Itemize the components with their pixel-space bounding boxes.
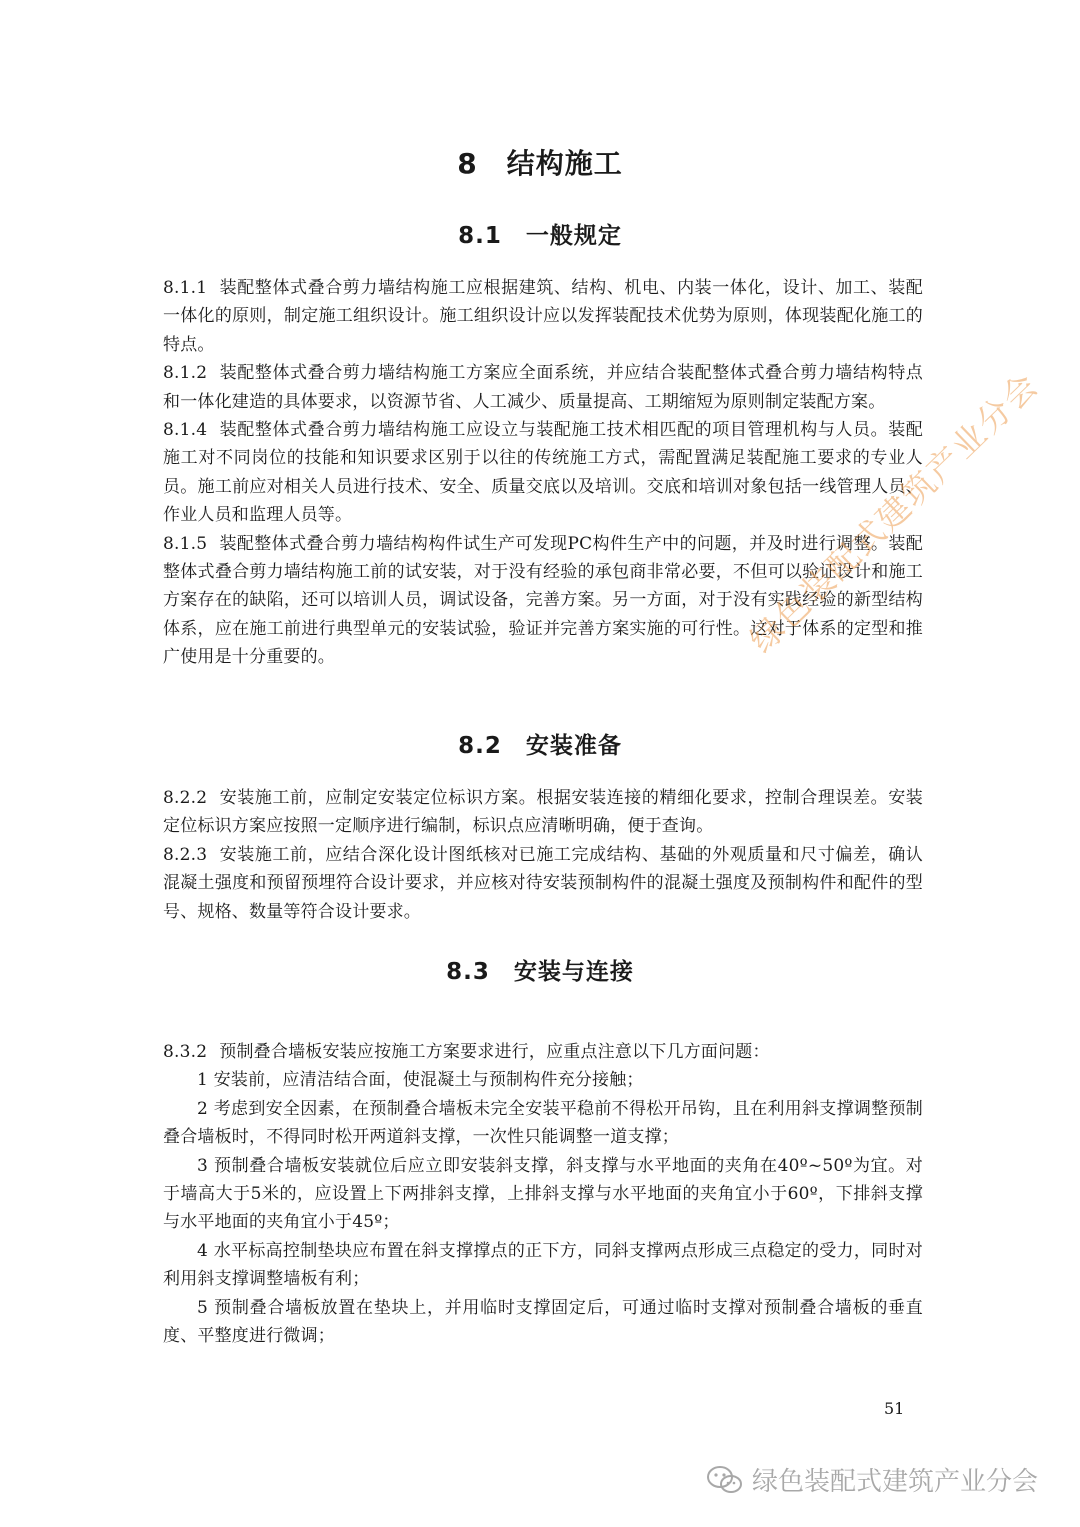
list-item-5: 5 预制叠合墙板放置在垫块上，并用临时支撑固定后，可通过临时支撑对预制叠合墙板的垂直度、平整度进行微调； (163, 1297, 923, 1347)
page-number: 51 (884, 1399, 905, 1418)
footer-watermark-text: 绿色装配式建筑产业分会 (752, 1467, 1039, 1497)
clause-8-2-3 (163, 841, 923, 926)
section-title-8-2: 8.2 安装准备 (458, 733, 622, 759)
clause-8-1-2 (163, 359, 923, 416)
list-item-4: 4 水平标高控制垫块应布置在斜支撑撑点的正下方，同斜支撑两点形成三点稳定的受力，同时对利用斜支撑调整墙板有利； (163, 1240, 923, 1290)
wechat-icon (706, 1465, 744, 1495)
clause-8-2-2 (163, 784, 923, 841)
footer-watermark (706, 1461, 1038, 1498)
clause-number: 8.2.3 (163, 844, 208, 865)
section-title-8-3: 8.3 安装与连接 (446, 959, 634, 985)
clause-number: 8.1.1 (163, 278, 208, 298)
clause-number: 8.1.2 (163, 363, 208, 384)
clause-text: 预制叠合墙板安装应按施工方案要求进行，应重点注意以下几方面问题： (219, 1042, 770, 1062)
chapter-title: 8 结构施工 (457, 147, 623, 180)
list-item-3: 3 预制叠合墙板安装就位后应立即安装斜支撑，斜支撑与水平地面的夹角在40º~50º为宜。对于墙高大于5米的，应设置上下两排斜支撑，上排斜支撑与水平地面的夹角宜小于60º，下排斜支撑与水平地面的夹角宜小于45º； (163, 1155, 923, 1233)
clause-8-1-1 (163, 274, 923, 359)
section-body-8-2 (163, 784, 923, 926)
section-body-8-3 (163, 1038, 923, 1350)
clause-number: 8.2.2 (163, 788, 208, 808)
clause-8-3-2 (163, 1038, 923, 1066)
clause-text: 装配整体式叠合剪力墙结构构件试生产可发现PC构件生产中的问题，并及时进行调整。装配整体式叠合剪力墙结构施工前的试安装，对于没有经验的承包商非常必要，不但可以验证设计和施工方案存在的缺陷，还可以培训人员，调试设备，完善方案。另一方面，对于没有实践经验的新型结构体系，应在施工前进行典型单元的安装试验，验证并完善方案实施的可行性。这对于体系的定型和推广使用是十分重要的。 (163, 533, 923, 668)
section-title-8-1: 8.1 一般规定 (458, 223, 622, 249)
clause-text: 安装施工前，应结合深化设计图纸核对已施工完成结构、基础的外观质量和尺寸偏差，确认混凝土强度和预留预埋符合设计要求，并应核对待安装预制构件的混凝土强度及预制构件和配件的型号、规格、数量等符合设计要求。 (163, 844, 923, 922)
clause-text: 装配整体式叠合剪力墙结构施工应根据建筑、结构、机电、内装一体化，设计、加工、装配一体化的原则，制定施工组织设计。施工组织设计应以发挥装配技术优势为原则，体现装配化施工的特点。 (163, 278, 923, 355)
list-item-2: 2 考虑到安全因素，在预制叠合墙板未完全安装平稳前不得松开吊钩，且在利用斜支撑调整预制叠合墙板时，不得同时松开两道斜支撑，一次性只能调整一道支撑； (163, 1098, 923, 1148)
clause-text: 安装施工前，应制定安装定位标识方案。根据安装连接的精细化要求，控制合理误差。安装定位标识方案应按照一定顺序进行编制，标识点应清晰明确，便于查询。 (163, 788, 923, 837)
clause-number: 8.3.2 (163, 1042, 208, 1062)
clause-text: 装配整体式叠合剪力墙结构施工应设立与装配施工技术相匹配的项目管理机构与人员。装配施工对不同岗位的技能和知识要求区别于以往的传统施工方式，需配置满足装配施工要求的专业人员。施工前应对相关人员进行技术、安全、质量交底以及培训。交底和培训对象包括一线管理人员、作业人员和监理人员等。 (163, 420, 923, 526)
clause-text: 装配整体式叠合剪力墙结构施工方案应全面系统，并应结合装配整体式叠合剪力墙结构特点和一体化建造的具体要求，以资源节省、人工减少、质量提高、工期缩短为原则制定装配方案。 (163, 363, 923, 412)
diagonal-watermark: 绿色装配式建筑产业分会 (742, 364, 1047, 661)
list-item-1: 1 安装前，应清洁结合面，使混凝土与预制构件充分接触； (197, 1070, 644, 1091)
clause-number: 8.1.5 (163, 533, 208, 554)
clause-number: 8.1.4 (163, 420, 208, 441)
clause-8-1-4 (163, 416, 923, 530)
